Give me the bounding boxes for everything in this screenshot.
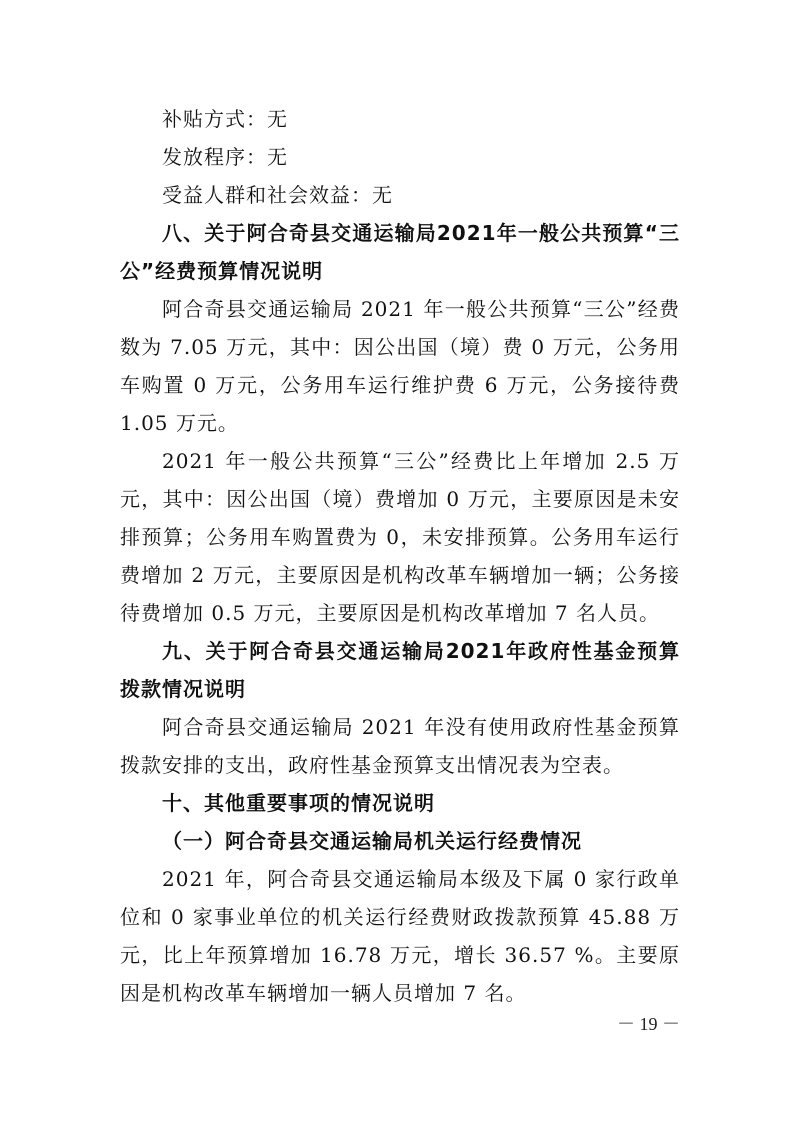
section-8-paragraph-1: 阿合奇县交通运输局 2021 年一般公共预算“三公”经费数为 7.05 万元，其中：因公出国（境）费 0 万元，公务用车购置 0 万元，公务用车运行维护费 6 万元，公务接待费 1.05 万元。 xyxy=(120,297,680,435)
section-10-subheading-1: （一）阿合奇县交通运输局机关运行经费情况 xyxy=(162,829,582,853)
section-9-heading: 九、关于阿合奇县交通运输局2021年政府性基金预算拨款情况说明 xyxy=(120,639,680,701)
beneficiaries-line: 受益人群和社会效益：无 xyxy=(162,183,393,207)
section-10-paragraph-1: 2021 年，阿合奇县交通运输局本级及下属 0 家行政单位和 0 家事业单位的机关运行经费财政拨款预算 45.88 万元，比上年预算增加 16.78 万元，增长 36.57 %。主要原因是机构改革车辆增加一辆人员增加 7 名。 xyxy=(120,867,680,1005)
distribution-procedure-line: 发放程序：无 xyxy=(162,145,288,169)
section-8-paragraph-2: 2021 年一般公共预算“三公”经费比上年增加 2.5 万元，其中：因公出国（境）费增加 0 万元，主要原因是未安排预算；公务用车购置费为 0，未安排预算。公务用车运行费增加 2 万元，主要原因是机构改革车辆增加一辆；公务接待费增加 0.5 万元，主要原因是机构改革增加 7 名人员。 xyxy=(120,449,680,625)
section-10-heading: 十、其他重要事项的情况说明 xyxy=(162,791,435,815)
page-number: － 19 － xyxy=(617,1014,680,1034)
section-9-paragraph-1: 阿合奇县交通运输局 2021 年没有使用政府性基金预算拨款安排的支出，政府性基金预算支出情况表为空表。 xyxy=(120,715,680,777)
subsidy-method-line: 补贴方式：无 xyxy=(162,107,288,131)
section-8-heading: 八、关于阿合奇县交通运输局2021年一般公共预算“三公”经费预算情况说明 xyxy=(120,221,680,283)
page-content xyxy=(120,100,680,1012)
